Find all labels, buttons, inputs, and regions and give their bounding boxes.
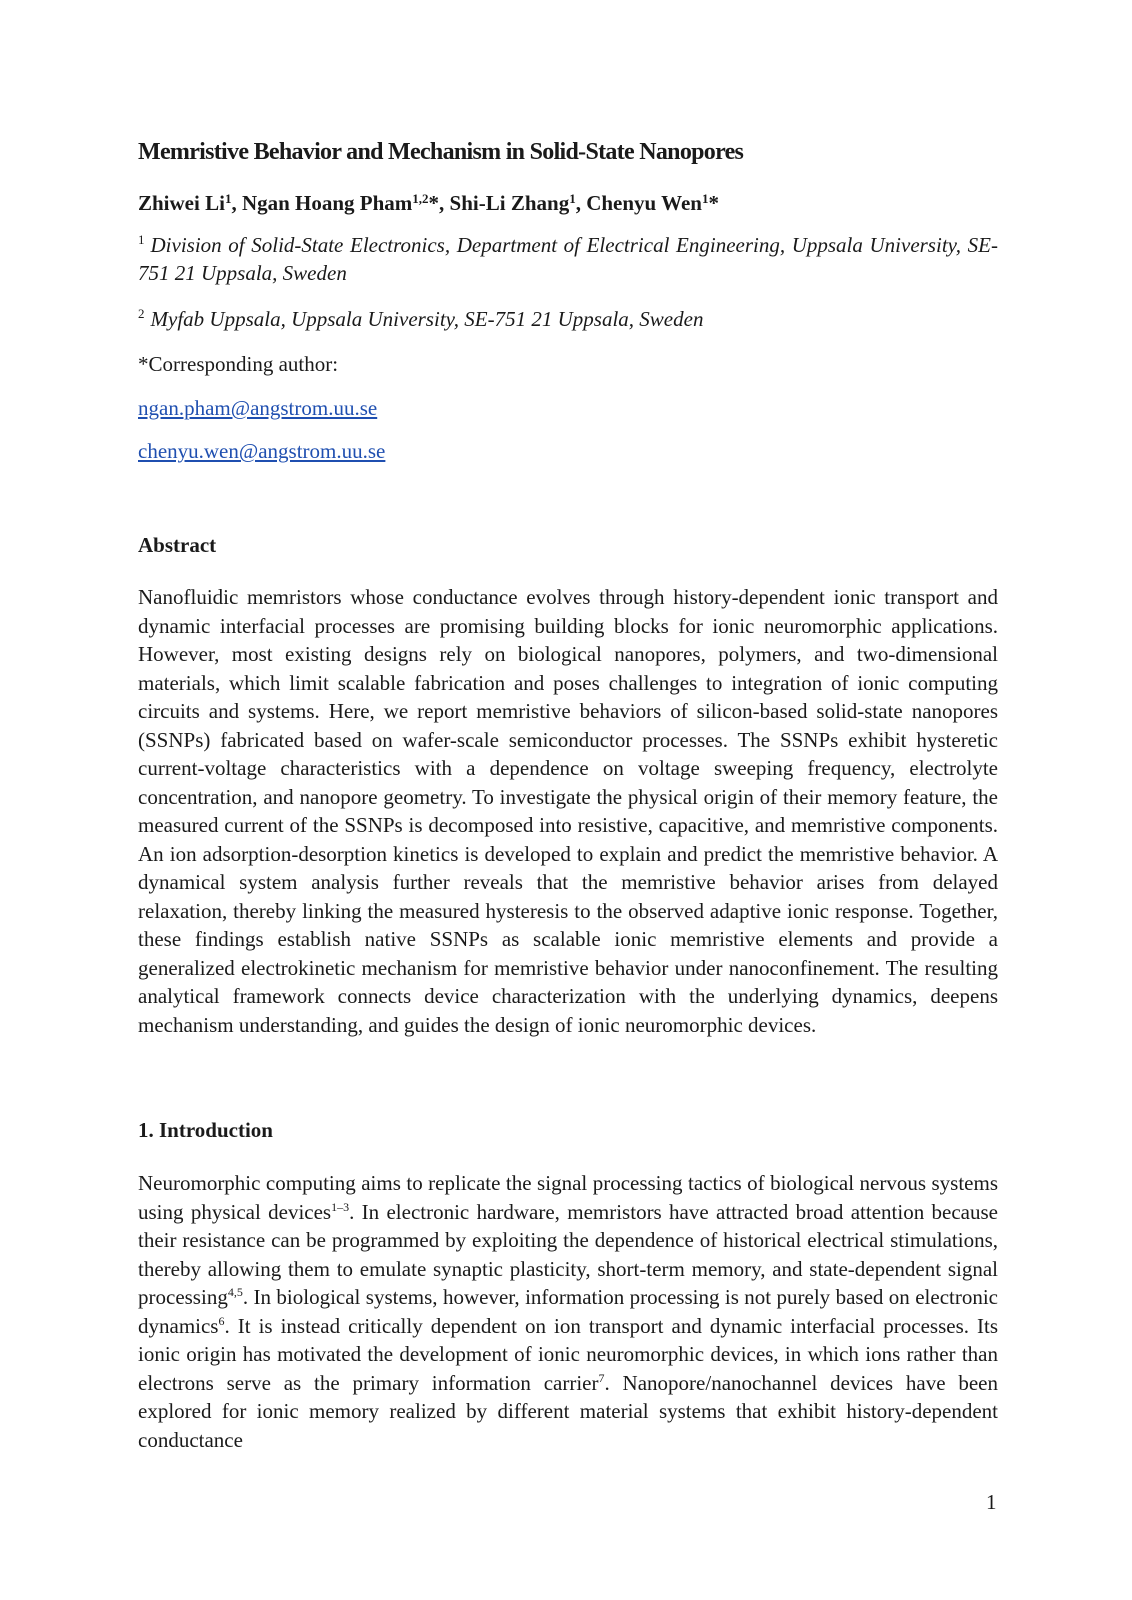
abstract-heading: Abstract bbox=[138, 533, 217, 557]
citation: 6 bbox=[218, 1313, 225, 1328]
introduction-heading: 1. Introduction bbox=[138, 1118, 273, 1142]
author: Ngan Hoang Pham$^{1,2}$* bbox=[241, 191, 440, 215]
citation: 1–3 bbox=[331, 1199, 350, 1214]
paper-title: Memristive Behavior and Mechanism in Solid-State Nanopores bbox=[138, 139, 744, 165]
abstract-text: Nanofluidic memristors whose conductance evolves through history-dependent ionic transport and dynamic interfacial processes are promising building blocks for ionic neuromorphic applications. However, most existing designs rely on biological nanopores, polymers, and two-dimensional materials, which limit scalable fabrication and poses challenges to integration of ionic computing circuits and systems. Here, we report memristive behaviors of silicon-based solid-state nanopores (SSNPs) fabricated based on wafer-scale semiconductor processes. The SSNPs exhibit hysteretic current-voltage characteristics with a dependence on voltage sweeping frequency, electrolyte concentration, and nanopore geometry. To investigate the physical origin of their memory feature, the measured current of the SSNPs is decomposed into resistive, capacitive, and memristive components. An ion adsorption-desorption kinetics is developed to explain and predict the memristive behavior. A dynamical system analysis further reveals that the memristive behavior arises from delayed relaxation, thereby linking the measured hysteresis to the observed adaptive ionic response. Together, these findings establish native SSNPs as scalable ionic memristive elements and provide a generalized electrokinetic mechanism for memristive behavior under nanoconfinement. The resulting analytical framework connects device characterization with the underlying dynamics, deepens mechanism understanding, and guides the design of ionic neuromorphic devices. bbox=[138, 585, 998, 1037]
citation: 7 bbox=[598, 1370, 605, 1385]
citation: 4,5 bbox=[227, 1285, 243, 1299]
author-list: Zhiwei Li$^1$, Ngan Hoang Pham$^{1,2}$*, Shi-Li Zhang$^1$, Chenyu Wen$^1$* bbox=[138, 191, 719, 215]
author: Shi-Li Zhang$^1$ bbox=[449, 191, 576, 215]
page-number: 1 bbox=[986, 1490, 997, 1514]
corresponding-author-label: *Corresponding author: bbox=[138, 352, 339, 376]
affiliation-2: $^2$ Myfab Uppsala, Uppsala University, SE-751 21 Uppsala, Sweden bbox=[138, 306, 704, 331]
email-link[interactable]: chenyu.wen@angstrom.uu.se bbox=[138, 439, 386, 463]
author: Chenyu Wen$^1$* bbox=[586, 191, 719, 215]
affiliation-1: $^1$ Division of Solid-State Electronics, Department of Electrical Engineering, Uppsala University, SE-751 21 Uppsala, Sweden bbox=[138, 232, 998, 285]
author: Zhiwei Li$^1$ bbox=[138, 191, 232, 215]
introduction-text: Neuromorphic computing aims to replicate the signal processing tactics of biological nervous systems using physical devices$^{1-3}$. In electronic hardware, memristors have attracted broad attention because their resistance can be programmed by exploiting the dependence of historical electrical stimulations, thereby allowing them to emulate synaptic plasticity, short-term memory, and state-dependent signal processing$^{4,5}$. In biological systems, however, information processing is not purely based on electronic dynamics$^6$. It is instead critically dependent on ion transport and dynamic interfacial processes. Its ionic origin has motivated the development of ionic neuromorphic devices, in which ions rather than electrons serve as the primary information carrier$^7$. Nanopore/nanochannel devices have been explored for ionic memory realized by different material systems that exhibit history-dependent conductance bbox=[138, 1171, 998, 1452]
email-link[interactable]: ngan.pham@angstrom.uu.se bbox=[138, 396, 378, 420]
